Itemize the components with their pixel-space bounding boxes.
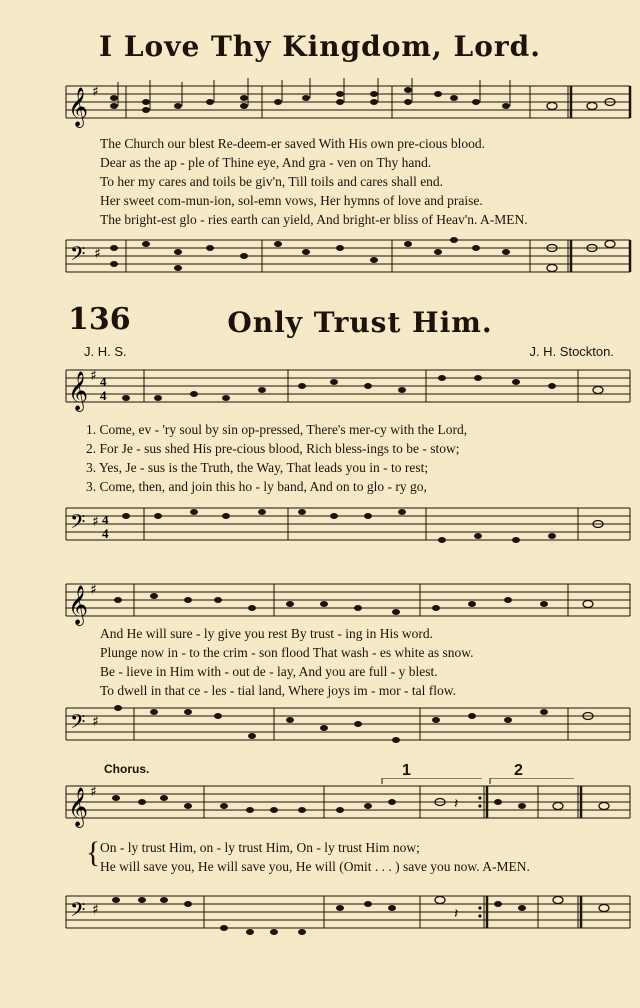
svg-text:𝄢: 𝄢 xyxy=(70,242,86,270)
hymn2-system2-treble xyxy=(62,576,634,628)
svg-text:𝄽: 𝄽 xyxy=(454,907,459,922)
hymn2-verses-b xyxy=(100,624,473,700)
hymn2-verse-2a: 2. For Je - sus shed His pre-cious blood, Rich bless-ings to be - stow; xyxy=(86,441,460,456)
hymn2-verses-a xyxy=(86,420,467,496)
second-ending-number: 2 xyxy=(514,762,523,779)
chorus-line-1: On - ly trust Him, on - ly trust Him, On - ly trust Him now; xyxy=(100,840,420,855)
svg-text:♯: ♯ xyxy=(90,368,97,384)
hymn2-chorus-lyrics xyxy=(100,838,530,876)
hymn-number: 136 xyxy=(68,302,131,337)
hymn1-verse-3: To her my cares and toils be giv'n, Till toils and cares shall end. xyxy=(100,174,444,189)
music-credit: J. H. Stockton. xyxy=(529,344,614,359)
chorus-line-2: He will save you, He will save you, He will (Omit . . . ) save you now. A-MEN. xyxy=(100,859,530,874)
hymn1-bass-staff xyxy=(62,232,634,284)
hymn2-system1-treble xyxy=(62,362,634,414)
svg-text:𝄽: 𝄽 xyxy=(454,797,459,812)
svg-text:♯: ♯ xyxy=(92,902,99,918)
hymn2-verse-2b: Plunge now in - to the crim - son flood That wash - es white as snow. xyxy=(100,645,474,660)
hymn1-verse-4: Her sweet com-mun-ion, sol-emn vows, Her hymns of love and praise. xyxy=(100,193,483,208)
svg-text:4: 4 xyxy=(102,512,109,527)
svg-text:♯: ♯ xyxy=(92,84,99,100)
svg-text:4: 4 xyxy=(102,526,109,541)
hymn2-chorus-bass xyxy=(62,888,634,948)
svg-text:𝄢: 𝄢 xyxy=(70,510,86,538)
svg-text:♯: ♯ xyxy=(90,784,97,800)
svg-text:𝄞: 𝄞 xyxy=(68,87,89,127)
hymn2-verse-4a: 3. Come, then, and join this ho - ly band, And on to glo - ry go, xyxy=(86,479,427,494)
hymn2-verse-3a: 3. Yes, Je - sus is the Truth, the Way, That leads you in - to rest; xyxy=(86,460,429,475)
svg-text:♯: ♯ xyxy=(94,246,101,262)
svg-text:𝄞: 𝄞 xyxy=(68,371,89,411)
svg-text:𝄞: 𝄞 xyxy=(68,585,89,625)
hymn1-verses xyxy=(100,134,528,229)
svg-text:4: 4 xyxy=(100,374,107,389)
hymn1-title: I Love Thy Kingdom, Lord. xyxy=(99,30,541,63)
hymn2-verse-3b: Be - lieve in Him with - out de - lay, And you are full - y blest. xyxy=(100,664,438,679)
hymn2-verse-4b: To dwell in that ce - les - tial land, Where joys im - mor - tal flow. xyxy=(100,683,456,698)
hymn2-system2-bass xyxy=(62,700,634,752)
svg-text:♯: ♯ xyxy=(92,514,99,530)
hymn2-chorus-treble xyxy=(62,778,634,830)
hymn1-verse-1: The Church our blest Re-deem-er saved With His own pre-cious blood. xyxy=(100,136,485,151)
words-credit: J. H. S. xyxy=(84,344,127,359)
svg-text:𝄢: 𝄢 xyxy=(70,710,86,738)
svg-text:♯: ♯ xyxy=(92,714,99,730)
chorus-label: Chorus. xyxy=(104,762,150,776)
hymn1-verse-2: Dear as the ap - ple of Thine eye, And gra - ven on Thy hand. xyxy=(100,155,432,170)
hymn2-verse-1a: 1. Come, ev - 'ry soul by sin op-pressed, There's mer-cy with the Lord, xyxy=(86,422,468,437)
hymn2-title: Only Trust Him. xyxy=(227,306,493,339)
hymn2-verse-1b: And He will sure - ly give you rest By trust - ing in His word. xyxy=(100,626,433,641)
svg-text:♯: ♯ xyxy=(90,582,97,598)
chorus-brace: { xyxy=(86,836,101,869)
hymn2-system1-bass xyxy=(62,500,634,552)
hymn1-treble-staff xyxy=(62,78,634,130)
svg-text:4: 4 xyxy=(100,388,107,403)
first-ending-number: 1 xyxy=(402,762,411,779)
svg-text:𝄞: 𝄞 xyxy=(68,787,89,827)
hymn1-verse-5: The bright-est glo - ries earth can yield, And bright-er bliss of Heav'n. A-MEN. xyxy=(100,212,528,227)
svg-text:𝄢: 𝄢 xyxy=(70,898,86,926)
